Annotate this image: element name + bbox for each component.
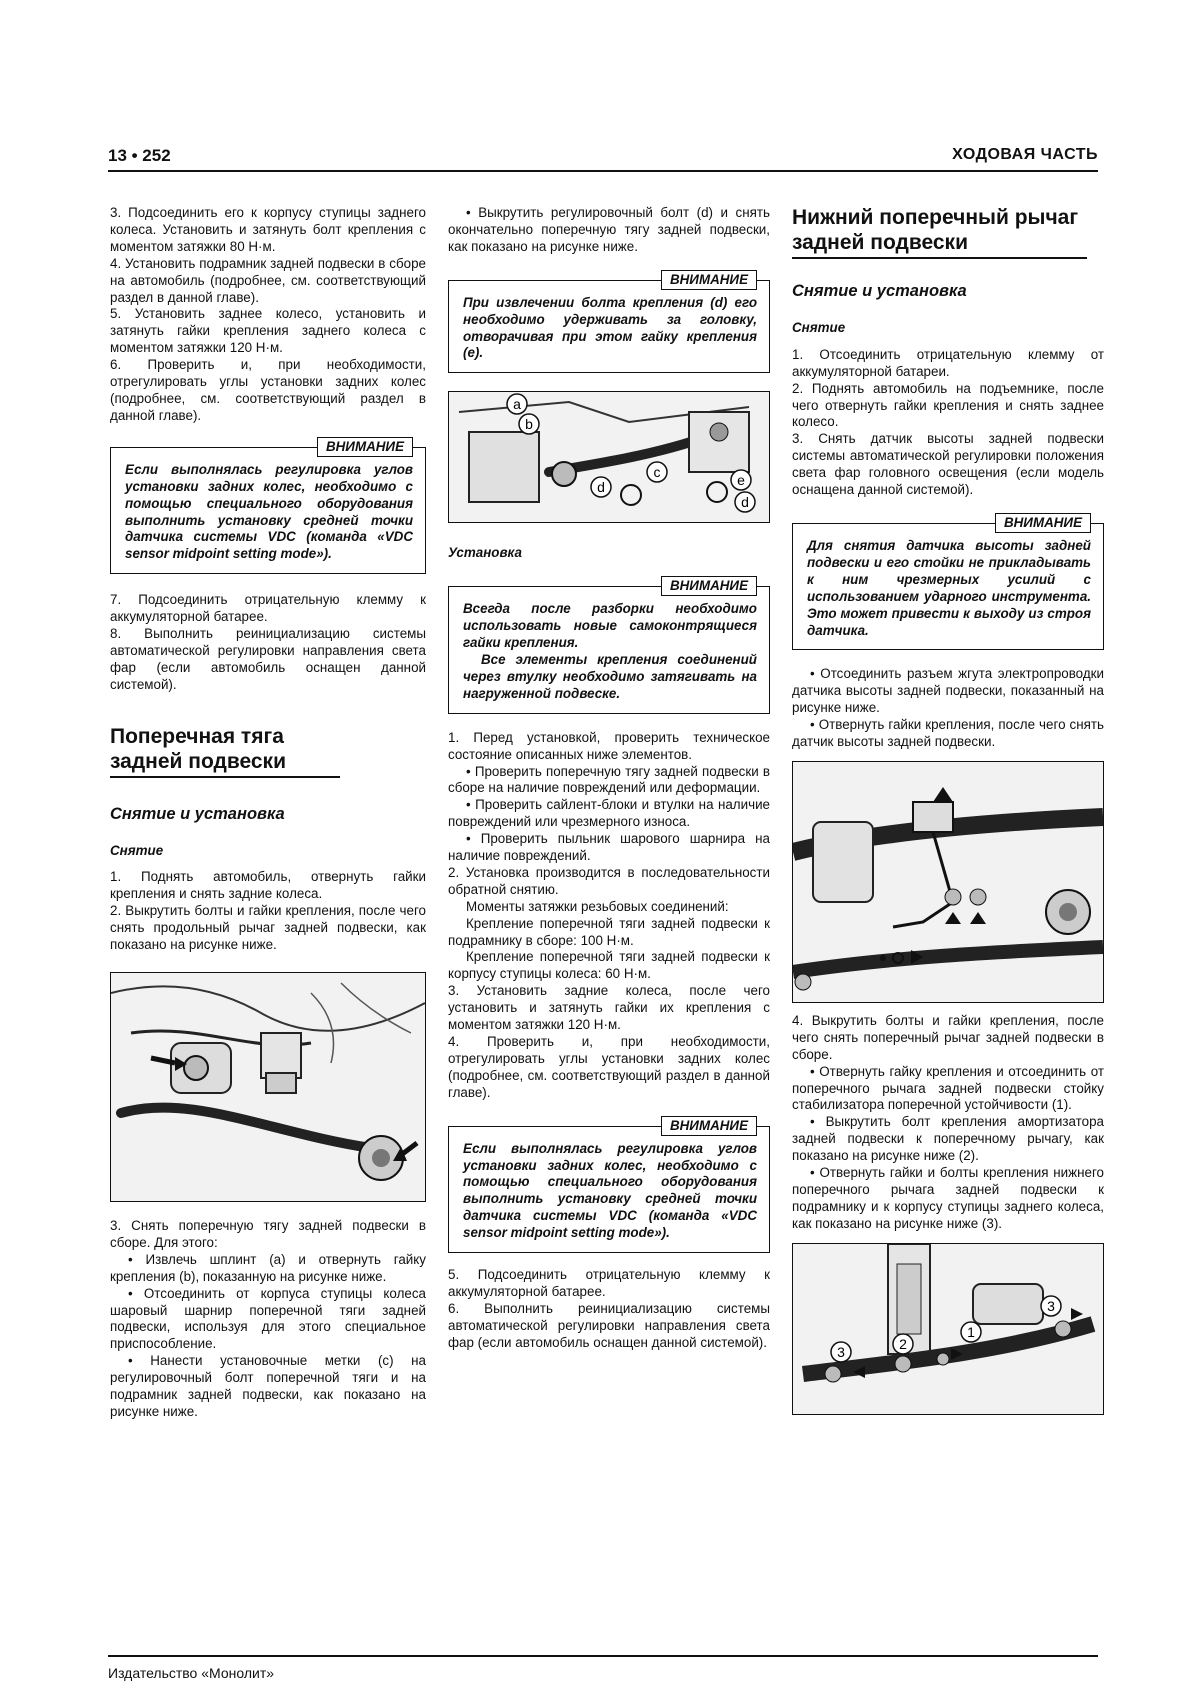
bullet: • Отвернуть гайки и болты крепления нижнего поперечного рычага задней подвески к подрамнику и к корпусу ступицы заднего колеса, как показано на рисунке ниже (3). xyxy=(792,1165,1104,1231)
paragraph: 3. Снять датчик высоты задней подвески системы автоматической регулировки положения света фар головного освещения (если модель оснащена данной системой). xyxy=(792,431,1104,498)
lower-arm-diagram xyxy=(793,1244,1103,1414)
paragraph: 4. Проверить и, при необходимости, отрегулировать углы установки задних колес (подробнее, см. соответствующий раздел в данной главе). xyxy=(448,1034,770,1100)
paragraph: 6. Выполнить реинициализацию системы автоматической регулировки направления света фар (если автомобиль оснащен данной системой). xyxy=(448,1300,770,1350)
warning-box xyxy=(448,578,770,713)
figure-lateral-link xyxy=(448,391,770,523)
paragraph: Крепление поперечной тяги задней подвески к корпусу ступицы колеса: 60 Н·м. xyxy=(448,949,770,982)
figure-lower-arm xyxy=(792,1243,1104,1415)
warning-text: Если выполнялась регулировка углов установки задних колес, необходимо с помощью специального оборудования выполнить установку средней точки датчика системы VDC (команда «VDC sensor midpoint setting mode»). xyxy=(463,1140,757,1241)
bullet: • Выкрутить болт крепления амортизатора задней подвески к поперечному рычагу, как показано на рисунке ниже (2). xyxy=(792,1114,1104,1164)
bullet: • Извлечь шплинт (a) и отвернуть гайку крепления (b), показанную на рисунке ниже. xyxy=(110,1251,426,1284)
page-header xyxy=(108,146,1098,172)
removal-heading: Снятие xyxy=(792,319,846,335)
figure-trailing-arm xyxy=(110,972,426,1202)
svg-text:d: d xyxy=(597,479,605,496)
callout-2 xyxy=(893,1334,913,1354)
callout-c xyxy=(647,462,667,482)
warning-label: ВНИМАНИЕ xyxy=(995,513,1091,533)
column-right xyxy=(792,205,1104,1415)
paragraph: 1. Перед установкой, проверить техническое состояние описанных ниже элементов. xyxy=(448,729,770,762)
warning-label: ВНИМАНИЕ xyxy=(661,270,757,290)
bullet: • Проверить сайлент-блоки и втулки на наличие повреждений или чрезмерного износа. xyxy=(448,797,770,830)
callout-e xyxy=(731,470,751,490)
paragraph: 6. Проверить и, при необходимости, отрегулировать углы установки задних колес (подробнее, см. соответствующий раздел в данной главе). xyxy=(110,357,426,423)
svg-text:1: 1 xyxy=(967,1323,975,1340)
callout-b xyxy=(519,414,539,434)
callout-3-left xyxy=(831,1342,851,1362)
column-middle xyxy=(448,205,770,1352)
column-left xyxy=(110,205,426,1421)
bullet: • Отсоединить от корпуса ступицы колеса шаровый шарнир поперечной тяги задней подвески, используя для этого специальное приспособление. xyxy=(110,1285,426,1352)
warning-text: Для снятия датчика высоты задней подвески и его стойки не прикладывать к ним чрезмерных усилий с использованием ударного инструмента. Это может привести к выходу из строя датчика. xyxy=(807,537,1091,638)
paragraph: 2. Поднять автомобиль на подъемнике, после чего отвернуть гайки крепления и снять заднее колесо. xyxy=(792,380,1104,430)
svg-text:b: b xyxy=(525,416,533,433)
bullet: • Проверить пыльник шарового шарнира на наличие повреждений. xyxy=(448,831,770,864)
bullet: • Выкрутить регулировочный болт (d) и снять окончательно поперечную тягу задней подвески, как показано на рисунке ниже. xyxy=(448,205,770,254)
warning-label: ВНИМАНИЕ xyxy=(317,437,413,457)
paragraph: 3. Подсоединить его к корпусу ступицы заднего колеса. Установить и затянуть болт крепления с моментом затяжки 80 Н·м. xyxy=(110,205,426,254)
section-heading-wrap xyxy=(110,724,426,778)
callout-1 xyxy=(961,1322,981,1342)
warning-box xyxy=(448,1117,770,1253)
paragraph: 3. Установить задние колеса, после чего установить и затянуть гайки их крепления с моментом затяжки 120 Н·м. xyxy=(448,983,770,1033)
subheading: Снятие и установка xyxy=(110,804,285,823)
svg-text:3: 3 xyxy=(837,1343,845,1360)
subheading: Снятие и установка xyxy=(792,282,967,300)
height-sensor-diagram xyxy=(793,762,1103,1002)
paragraph: 7. Подсоединить отрицательную клемму к аккумуляторной батарее. xyxy=(110,592,426,625)
warning-box xyxy=(792,514,1104,650)
page-number: 13 • 252 xyxy=(108,146,171,165)
svg-text:e: e xyxy=(737,472,745,489)
bullet: • Отсоединить разъем жгута электропроводки датчика высоты задней подвески, показанный на рисунке ниже. xyxy=(792,666,1104,716)
callout-d xyxy=(591,477,611,497)
svg-text:2: 2 xyxy=(899,1335,907,1352)
section-heading: Поперечная тяга задней подвески xyxy=(110,724,340,778)
paragraph: 2. Установка производится в последовательности обратной снятию. xyxy=(448,864,770,897)
warning-text: Если выполнялась регулировка углов установки задних колес, необходимо с помощью специального оборудования выполнить установку средней точки датчика системы VDC (команда «VDC sensor midpoint setting mode»). xyxy=(125,461,413,562)
paragraph: 4. Выкрутить болты и гайки крепления, после чего снять поперечный рычаг задней подвески в сборе. xyxy=(792,1012,1104,1062)
warning-text: Всегда после разборки необходимо использовать новые самоконтрящиеся гайки крепления. xyxy=(463,601,757,651)
callout-3-right xyxy=(1041,1296,1061,1316)
removal-heading: Снятие xyxy=(110,842,164,858)
lateral-link-diagram xyxy=(449,392,769,522)
bullet: • Отвернуть гайки крепления, после чего снять датчик высоты задней подвески. xyxy=(792,717,1104,750)
paragraph: 1. Поднять автомобиль, отвернуть гайки крепления и снять задние колеса. xyxy=(110,869,426,902)
publisher: Издательство «Монолит» xyxy=(108,1665,275,1681)
paragraph: 5. Установить заднее колесо, установить и затянуть гайки крепления заднего колеса с моментом затяжки 120 Н·м. xyxy=(110,306,426,356)
paragraph: 2. Выкрутить болты и гайки крепления, после чего снять продольный рычаг задней подвески, как показано на рисунке ниже. xyxy=(110,903,426,953)
warning-text: При извлечении болта крепления (d) его необходимо удерживать за головку, отворачивая при этом гайку крепления (e). xyxy=(463,294,757,361)
warning-label: ВНИМАНИЕ xyxy=(661,576,757,596)
paragraph: Моменты затяжки резьбовых соединений: xyxy=(466,898,729,914)
install-heading: Установка xyxy=(448,545,522,561)
paragraph: 5. Подсоединить отрицательную клемму к аккумуляторной батарее. xyxy=(448,1267,770,1299)
figure-height-sensor xyxy=(792,761,1104,1003)
svg-text:3: 3 xyxy=(1047,1297,1055,1314)
trailing-arm-diagram xyxy=(111,973,425,1201)
warning-label: ВНИМАНИЕ xyxy=(661,1116,757,1136)
warning-text: Все элементы крепления соединений через втулку необходимо затягивать на нагруженной подвеске. xyxy=(463,651,757,701)
svg-text:a: a xyxy=(513,396,521,413)
section-heading: Нижний поперечный рычаг задней подвески xyxy=(792,205,1087,259)
paragraph: 1. Отсоединить отрицательную клемму от аккумуляторной батареи. xyxy=(792,346,1104,379)
paragraph: Крепление поперечной тяги задней подвески к подрамнику в сборе: 100 Н·м. xyxy=(448,915,770,948)
svg-text:c: c xyxy=(653,464,661,481)
paragraph: 8. Выполнить реинициализацию системы автоматической регулировки направления света фар (если автомобиль оснащен данной системой). xyxy=(110,626,426,692)
page-footer xyxy=(108,1655,1098,1681)
paragraph: 3. Снять поперечную тягу задней подвески в сборе. Для этого: xyxy=(110,1218,426,1250)
warning-box xyxy=(448,271,770,374)
bullet: • Нанести установочные метки (c) на регулировочный болт поперечной тяги и на подрамник задней подвески, как показано на рисунке ниже. xyxy=(110,1353,426,1419)
bullet: • Проверить поперечную тягу задней подвески в сборе на наличие повреждений или деформации. xyxy=(448,763,770,796)
svg-text:d: d xyxy=(741,494,749,511)
paragraph: 4. Установить подрамник задней подвески в сборе на автомобиль (подробнее, см. соответствующий раздел в данной главе). xyxy=(110,255,426,305)
callout-a xyxy=(507,394,527,414)
chapter-title: ХОДОВАЯ ЧАСТЬ xyxy=(952,146,1098,163)
bullet: • Отвернуть гайку крепления и отсоединить от поперечного рычага задней подвески стойку стабилизатора поперечной устойчивости (1). xyxy=(792,1063,1104,1113)
callout-d-2 xyxy=(735,492,755,512)
warning-box xyxy=(110,438,426,574)
